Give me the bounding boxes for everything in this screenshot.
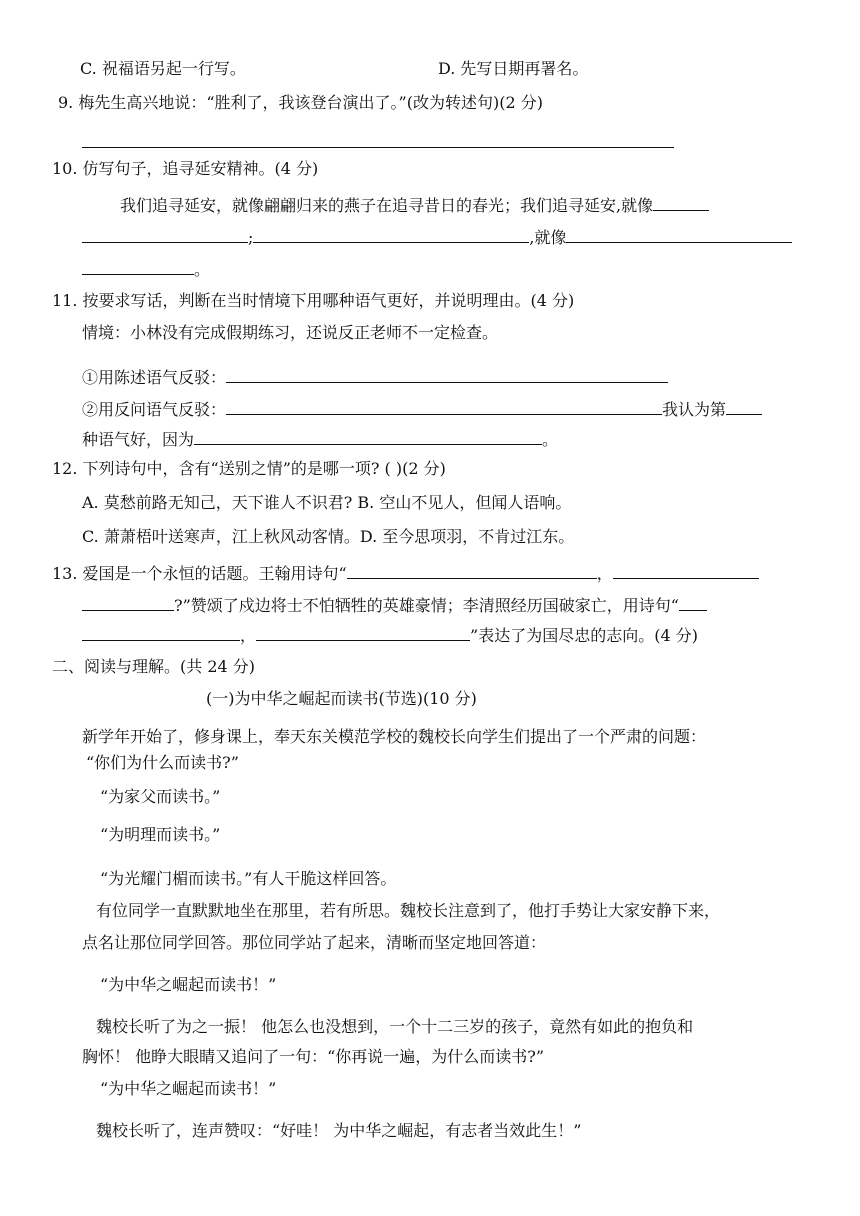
q8-option-c: C. 祝福语另起一行写。 bbox=[80, 59, 246, 78]
q11-prompt: 11. 按要求写话，判断在当时情境下用哪种语气更好，并说明理由。(4 分) bbox=[52, 291, 575, 310]
q10-blank-5[interactable] bbox=[82, 256, 194, 275]
q10-blank-line bbox=[82, 224, 792, 246]
q10-blank-2[interactable] bbox=[82, 224, 248, 243]
q11-blank-4[interactable] bbox=[194, 426, 542, 445]
q10-blank-4[interactable] bbox=[566, 224, 792, 243]
q11-reason-label: 种语气好，因为 bbox=[82, 430, 195, 449]
q11-blank-1[interactable] bbox=[226, 364, 668, 383]
q13-comma-1: ， bbox=[596, 564, 613, 583]
passage-p1b: “你们为什么而读书?” bbox=[86, 753, 239, 772]
q13-blank-1[interactable] bbox=[347, 560, 597, 579]
q10-end: 。 bbox=[194, 260, 211, 279]
q11-end: 。 bbox=[542, 430, 559, 449]
q13-line-3 bbox=[82, 622, 698, 644]
passage-title: (一)为中华之崛起而读书(节选)(10 分) bbox=[206, 689, 477, 708]
passage-p5a: 有位同学一直默默地坐在那里，若有所思。魏校长注意到了，他打手势让大家安静下来， bbox=[96, 901, 721, 920]
q10-sep-1: ; bbox=[248, 228, 254, 247]
q10-blank-1[interactable] bbox=[653, 192, 709, 211]
passage-p7a: 魏校长听了为之一振！ 他怎么也没想到，一个十二三岁的孩子，竟然有如此的抱负和 bbox=[96, 1017, 694, 1036]
q13-blank-2[interactable] bbox=[613, 560, 759, 579]
q12-prompt: 12. 下列诗句中，含有“送别之情”的是哪一项? ( )(2 分) bbox=[52, 459, 446, 478]
q10-example-text: 我们追寻延安，就像翩翩归来的燕子在追寻昔日的春光；我们追寻延安,就像 bbox=[120, 196, 654, 215]
q11-reason-line bbox=[82, 426, 558, 448]
q11-situation: 情境：小林没有完成假期练习，还说反正老师不一定检查。 bbox=[82, 323, 499, 342]
q13-prefix: 13. 爱国是一个永恒的话题。王翰用诗句“ bbox=[52, 564, 347, 583]
q13-blank-4[interactable] bbox=[679, 592, 707, 611]
passage-p4: “为光耀门楣而读书。”有人干脆这样回答。 bbox=[100, 869, 397, 888]
q12-options-ab: A. 莫愁前路无知己，天下谁人不识君? B. 空山不见人，但闻人语响。 bbox=[82, 493, 572, 512]
passage-p1a: 新学年开始了，修身课上，奉天东关模范学校的魏校长向学生们提出了一个严肃的问题： bbox=[82, 727, 707, 746]
q10-sep-2: ,就像 bbox=[529, 228, 567, 247]
q11-blank-3[interactable] bbox=[726, 396, 762, 415]
q9-prompt: 9. 梅先生高兴地说：“胜利了，我该登台演出了。”(改为转述句)(2 分) bbox=[58, 93, 543, 112]
q13-end: ”表达了为国尽忠的志向。(4 分) bbox=[470, 626, 698, 645]
passage-p3: “为明理而读书。” bbox=[100, 825, 221, 844]
q10-prompt: 10. 仿写句子，追寻延安精神。(4 分) bbox=[52, 159, 319, 178]
q13-line-2 bbox=[82, 592, 707, 614]
q8-option-d: D. 先写日期再署名。 bbox=[438, 59, 589, 78]
q13-blank-5[interactable] bbox=[82, 622, 240, 641]
passage-p5b: 点名让那位同学回答。那位同学站了起来，清晰而坚定地回答道： bbox=[82, 933, 547, 952]
q11-item-1-label: ①用陈述语气反驳： bbox=[82, 368, 227, 387]
section-2-heading: 二、阅读与理解。(共 24 分) bbox=[52, 657, 256, 676]
q9-answer-line[interactable] bbox=[82, 147, 674, 148]
passage-p8: “为中华之崛起而读书！” bbox=[100, 1079, 277, 1098]
q13-blank-3[interactable] bbox=[82, 592, 174, 611]
q11-item-2-label: ②用反问语气反驳： bbox=[82, 400, 227, 419]
passage-p6: “为中华之崛起而读书！” bbox=[100, 975, 277, 994]
passage-p9: 魏校长听了，连声赞叹：“好哇！ 为中华之崛起，有志者当效此生！” bbox=[96, 1121, 582, 1140]
q12-options-cd: C. 萧萧梧叶送寒声，江上秋风动客情。D. 至今思项羽，不肯过江东。 bbox=[82, 527, 575, 546]
q13-mid: ?”赞颂了戍边将士不怕牺牲的英雄豪情；李清照经历国破家亡，用诗句“ bbox=[174, 596, 679, 615]
q11-item-2 bbox=[82, 396, 762, 418]
q13-blank-6[interactable] bbox=[256, 622, 470, 641]
q13-comma-2: ， bbox=[240, 626, 257, 645]
q11-item-1 bbox=[82, 364, 668, 386]
q11-think: 我认为第 bbox=[662, 400, 727, 419]
q11-blank-2[interactable] bbox=[226, 396, 662, 415]
q10-example-line bbox=[120, 192, 709, 214]
q10-blank-3[interactable] bbox=[253, 224, 529, 243]
passage-p7b: 胸怀！ 他睁大眼睛又追问了一句：“你再说一遍，为什么而读书?” bbox=[82, 1047, 545, 1066]
q13-line-1 bbox=[52, 560, 759, 582]
q10-blank-end-line bbox=[82, 256, 210, 278]
passage-p2: “为家父而读书。” bbox=[100, 787, 221, 806]
